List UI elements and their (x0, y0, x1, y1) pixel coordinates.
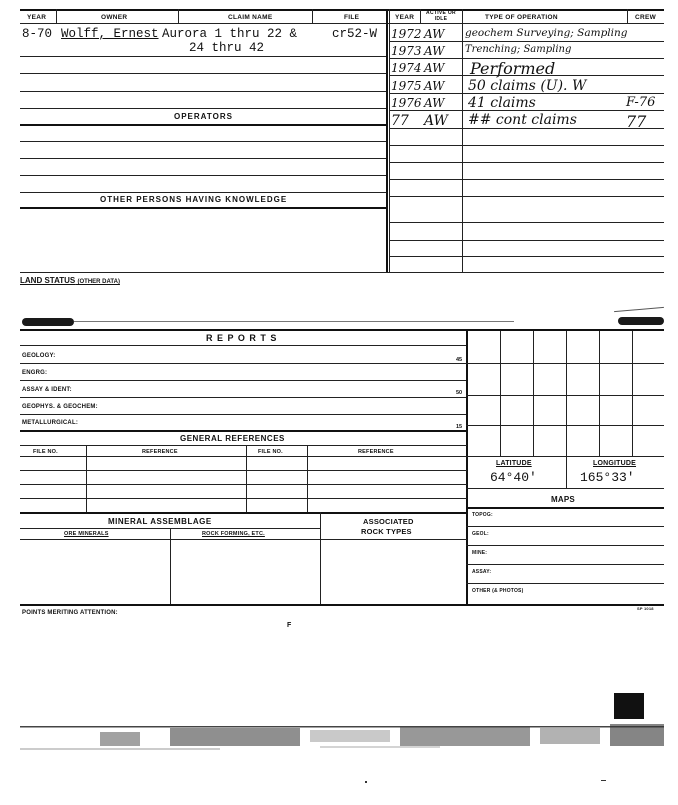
mineral-col (320, 512, 321, 605)
op-status: AW (424, 27, 445, 41)
refs-rule (20, 484, 467, 485)
maps-rule (466, 583, 664, 584)
report-geophys-label: GEOPHYS. & GEOCHEM: (22, 404, 98, 410)
grid-v (599, 331, 600, 456)
associated-heading: ASSOCIATED (363, 517, 414, 526)
report-metallurgical-num: 15 (456, 424, 463, 430)
op-type: ## cont claims (468, 112, 577, 128)
refs-file-no2-header: FILE NO. (258, 449, 283, 455)
report-metallurgical-label: METALLURGICAL: (22, 420, 79, 426)
speck (601, 780, 606, 781)
scan-noise-svg (20, 718, 664, 758)
report-geology-num: 45 (456, 357, 463, 363)
maps-other: OTHER (& PHOTOS) (472, 588, 524, 594)
latitude-value: 64°40' (490, 470, 537, 485)
grid-v (566, 331, 567, 456)
refs-bottom-rule (20, 512, 467, 514)
row-rule (20, 73, 386, 74)
longitude-label: LONGITUDE (593, 460, 637, 467)
grid-v (533, 331, 534, 456)
row-rule (20, 108, 386, 109)
other-persons-rule (20, 207, 386, 209)
op-status: AW (424, 113, 448, 129)
scan-smear (22, 318, 74, 326)
grid-v (632, 331, 633, 456)
maps-geol: GEOL: (472, 531, 489, 537)
op-type: geochem Surveying; Sampling (465, 27, 628, 39)
op-status: AW (424, 96, 445, 110)
refs-col (246, 445, 247, 512)
rock-forming-header: ROCK FORMING, ETC. (202, 531, 265, 537)
op-type: 50 claims (U). W (468, 78, 587, 94)
refs-reference-header: REFERENCE (142, 449, 178, 455)
entry-claim-line1: Aurora 1 thru 22 & (162, 27, 298, 41)
mineral-assemblage-heading: MINERAL ASSEMBLAGE (108, 517, 212, 526)
op-row-rule (389, 256, 664, 257)
mineral-rule (20, 539, 467, 540)
report-assay-num: 50 (456, 390, 463, 396)
entry-claim-line2: 24 thru 42 (189, 41, 265, 55)
maps-rule (466, 545, 664, 546)
sep (178, 9, 179, 23)
points-meriting-heading: POINTS MERITING ATTENTION: (22, 610, 118, 616)
land-status-heading (20, 276, 120, 285)
refs-rule (20, 470, 467, 471)
refs-reference2-header: REFERENCE (358, 449, 394, 455)
op-crew: 77 (626, 112, 647, 131)
op-type: 41 claims (468, 95, 536, 111)
grid-h (466, 395, 664, 396)
report-geology-label: GEOLOGY: (22, 353, 56, 359)
op-year: 77 (391, 113, 409, 129)
row-rule (20, 158, 386, 159)
sep (312, 9, 313, 23)
op-year: 1975 (391, 79, 422, 93)
col-claim-name-header: CLAIM NAME (228, 14, 273, 21)
active-col-line (462, 23, 463, 273)
refs-rule (20, 498, 467, 499)
row-rule (20, 192, 386, 193)
other-persons-heading: OTHER PERSONS HAVING KNOWLEDGE (100, 195, 288, 204)
op-status: AW (424, 61, 445, 75)
ore-minerals-header: ORE MINERALS (64, 531, 109, 537)
coord-divider (566, 456, 567, 488)
stray-mark: F (287, 622, 292, 629)
operators-heading: OPERATORS (174, 112, 233, 121)
op-row-rule (389, 222, 664, 223)
maps-topog: TOPOG: (472, 512, 493, 518)
latitude-label: LATITUDE (496, 460, 532, 467)
stray-stroke (614, 307, 664, 312)
op-row-rule (389, 196, 664, 197)
black-block (614, 693, 644, 719)
grid-v (500, 331, 501, 456)
col-active-idle-header: ACTIVE OR IDLE (426, 10, 456, 22)
entry-year: 8-70 (22, 27, 53, 41)
op-row-rule (389, 41, 664, 42)
maps-heading: MAPS (551, 495, 575, 504)
faint-rule (74, 321, 514, 322)
row-rule (20, 56, 386, 57)
reports-rule (20, 380, 467, 381)
sep (627, 9, 628, 23)
maps-mine: MINE: (472, 550, 488, 556)
scan-smear (618, 317, 664, 325)
op-row-rule (389, 240, 664, 241)
op-status: AW (424, 44, 445, 58)
rock-types-heading: ROCK TYPES (361, 527, 412, 536)
row-rule (20, 141, 386, 142)
op-year: 1973 (391, 44, 422, 58)
land-status-label: LAND STATUS (20, 276, 76, 285)
op-year: 1974 (391, 61, 422, 75)
longitude-value: 165°33' (580, 470, 635, 485)
report-assay-label: ASSAY & IDENT: (22, 387, 72, 393)
entry-owner: Wolff, Ernest (61, 27, 159, 41)
refs-rule (20, 456, 467, 457)
top-border (20, 9, 664, 11)
maps-rule (466, 507, 664, 509)
sep (420, 9, 421, 23)
header-bottom-rule (20, 23, 664, 24)
op-year: 1976 (391, 96, 422, 110)
reports-rule (20, 363, 467, 364)
coord-rule (466, 488, 664, 489)
land-status-sub: (OTHER DATA) (77, 279, 120, 285)
col-file-header: FILE (344, 14, 360, 21)
op-year: 1972 (391, 27, 422, 41)
op-type: Trenching; Sampling (465, 44, 572, 55)
operators-rule (20, 124, 386, 126)
refs-file-no-header: FILE NO. (33, 449, 58, 455)
entry-file: cr52-W (332, 27, 378, 41)
form-bottom-rule (20, 604, 664, 606)
op-row-rule (389, 162, 664, 163)
op-status: AW (424, 79, 445, 93)
main-divider (386, 9, 388, 273)
reports-rule (20, 430, 467, 432)
refs-col (307, 445, 308, 512)
mineral-col (170, 528, 171, 605)
op-row-rule (389, 145, 664, 146)
refs-rule (20, 445, 467, 446)
sep (56, 9, 57, 23)
col-year2-header: YEAR (395, 14, 415, 21)
sep (462, 9, 463, 23)
reports-top-rule (20, 329, 664, 331)
reports-rule (20, 397, 467, 398)
general-references-heading: GENERAL REFERENCES (180, 434, 285, 443)
op-type: Performed (470, 59, 556, 78)
grid-h (466, 363, 664, 364)
grid-h (466, 456, 664, 457)
grid-h (466, 425, 664, 426)
op-row-rule (389, 179, 664, 180)
section-bottom-rule (20, 272, 664, 273)
maps-rule (466, 564, 664, 565)
maps-assay: ASSAY: (472, 569, 492, 575)
row-rule (20, 91, 386, 92)
reports-rule (20, 414, 467, 415)
reports-rule (20, 345, 467, 346)
reports-heading: R E P O R T S (206, 333, 278, 343)
op-crew: F-76 (626, 95, 656, 110)
row-rule (20, 175, 386, 176)
col-year-header: YEAR (27, 14, 47, 21)
maps-rule (466, 526, 664, 527)
scan-noise-band (20, 718, 664, 758)
form-number: SP 1018 (637, 606, 654, 611)
report-engrg-label: ENGRG: (22, 370, 48, 376)
col-owner-header: OWNER (101, 14, 128, 21)
speck (365, 781, 367, 783)
refs-col (86, 445, 87, 512)
col-type-operation-header: TYPE OF OPERATION (485, 14, 558, 21)
col-crew-header: CREW (635, 14, 657, 21)
main-divider-inner (389, 9, 390, 273)
